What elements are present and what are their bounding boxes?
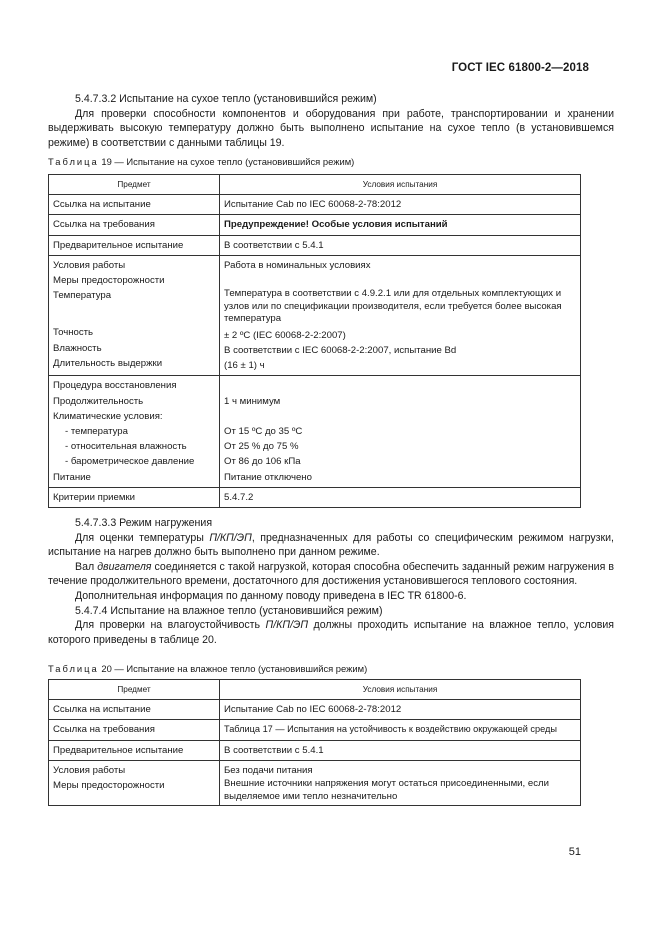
paragraph: Для проверки способности компонентов и оборудования при работе, транспортировании и хранении выдерживать высокую температуру должно быть выполнено испытание на сухое тепло (в установившемся режиме) в соответствии с данными таблицы 19. bbox=[48, 107, 614, 149]
table20-caption bbox=[48, 663, 367, 674]
table-row bbox=[49, 235, 581, 255]
cell-line: - относительная влажность bbox=[65, 441, 187, 453]
paragraph: Для проверки на влагоустойчивость П/КП/ЭП должны проходить испытание на влажное тепло, условия которого приведены в таблице 20. bbox=[48, 619, 614, 646]
cell-line: Температура в соответствии с 4.9.2.1 или для отдельных комплектующих и узлов или по спецификации производителя, если требуется более высокая температура bbox=[224, 288, 562, 325]
table-cell: Ссылка на требования bbox=[49, 215, 220, 235]
table-cell: Ссылка на испытание bbox=[49, 700, 220, 720]
table-cell: Критерии приемки bbox=[49, 487, 220, 507]
cell-line: Влажность bbox=[53, 342, 102, 354]
cell-line: - температура bbox=[65, 426, 128, 438]
section-title: 5.4.7.4 Испытание на влажное тепло (установившийся режим) bbox=[75, 604, 383, 617]
caption-prefix: Таблица bbox=[48, 663, 99, 674]
cell-line: Климатические условия: bbox=[53, 410, 163, 422]
cell-line: От 25 % до 75 % bbox=[224, 441, 299, 453]
section-title: 5.4.7.3.2 Испытание на сухое тепло (установившийся режим) bbox=[75, 93, 377, 105]
cell-line: Меры предосторожности bbox=[53, 275, 165, 287]
table-row bbox=[49, 720, 581, 740]
column-header: Предмет bbox=[49, 680, 220, 700]
paragraph: Дополнительная информация по данному поводу приведена в IEC TR 61800-6. bbox=[75, 589, 467, 602]
table-cell bbox=[220, 255, 581, 376]
table-row bbox=[49, 215, 581, 235]
table19-caption bbox=[48, 156, 354, 167]
table-row bbox=[49, 255, 581, 376]
cell-line: Точность bbox=[53, 327, 94, 339]
column-header: Предмет bbox=[49, 175, 220, 195]
document-header: ГОСТ IEC 61800-2—2018 bbox=[451, 62, 589, 74]
cell-line: Без подачи питания bbox=[224, 764, 313, 776]
table-cell: Ссылка на испытание bbox=[49, 195, 220, 215]
table-cell: Ссылка на требования bbox=[49, 720, 220, 740]
table-cell: В соответствии с 5.4.1 bbox=[220, 740, 581, 760]
cell-line: Меры предосторожности bbox=[53, 780, 165, 792]
section-title: 5.4.7.3.3 Режим нагружения bbox=[75, 517, 213, 529]
table-header-row bbox=[49, 175, 581, 195]
paragraph: Для оценки температуры П/КП/ЭП, предназначенных для работы со специфическим режимом нагрузки, испытание на нагрев должно быть выполнено при данном режиме. bbox=[48, 531, 614, 559]
column-header: Условия испытания bbox=[220, 175, 581, 195]
cell-line: Работа в номинальных условиях bbox=[224, 259, 371, 271]
cell-line: Питание bbox=[53, 471, 91, 483]
table-cell bbox=[220, 376, 581, 487]
cell-line: Температура bbox=[53, 290, 112, 302]
caption-prefix: Таблица bbox=[48, 156, 99, 167]
table-row bbox=[49, 740, 581, 760]
table-cell: Предупреждение! Особые условия испытаний bbox=[220, 215, 581, 235]
cell-line: От 15 ºС до 35 ºС bbox=[224, 426, 303, 438]
table-cell: Предварительное испытание bbox=[49, 740, 220, 760]
cell-line: Длительность выдержки bbox=[53, 357, 163, 369]
cell-line: В соответствии с IEC 60068-2-2:2007, испытание Bd bbox=[224, 345, 457, 356]
table-cell bbox=[49, 760, 220, 805]
cell-line: Условия работы bbox=[53, 764, 126, 776]
cell-line: Продолжительность bbox=[53, 395, 144, 407]
table-row bbox=[49, 487, 581, 507]
table-cell bbox=[49, 255, 220, 376]
table-19 bbox=[48, 174, 581, 508]
cell-line: Условия работы bbox=[53, 259, 126, 271]
section-5473-2 bbox=[48, 92, 614, 150]
cell-line: ± 2 ºС (IEC 60068-2-2:2007) bbox=[224, 329, 346, 341]
paragraph: Вал двигателя соединяется с такой нагрузкой, которая способна обеспечить заданный режим нагружения в течение продолжительного времени, достаточного для достижения установившегося теплового состояния. bbox=[48, 560, 614, 588]
table-row bbox=[49, 760, 581, 805]
table-cell bbox=[220, 760, 581, 805]
table-cell: Испытание Cab по IEC 60068-2-78:2012 bbox=[220, 700, 581, 720]
caption-text: 19 — Испытание на сухое тепло (установившийся режим) bbox=[101, 156, 355, 167]
column-header: Условия испытания bbox=[220, 680, 581, 700]
section-5473-3 bbox=[48, 516, 614, 647]
table-cell: Испытание Cab по IEC 60068-2-78:2012 bbox=[220, 195, 581, 215]
caption-text: 20 — Испытание на влажное тепло (установившийся режим) bbox=[101, 663, 368, 674]
table-row bbox=[49, 376, 581, 487]
cell-line: Процедура восстановления bbox=[53, 380, 177, 392]
cell-line: - барометрическое давление bbox=[65, 456, 195, 468]
cell-line: (16 ± 1) ч bbox=[224, 360, 265, 372]
table-row bbox=[49, 195, 581, 215]
cell-line: Внешние источники напряжения могут остаться присоединенными, если выделяемое ими тепло незначительно bbox=[224, 778, 549, 802]
table-cell: Предварительное испытание bbox=[49, 235, 220, 255]
cell-line: 1 ч минимум bbox=[224, 395, 281, 407]
table-cell: 5.4.7.2 bbox=[220, 487, 581, 507]
table-cell: В соответствии с 5.4.1 bbox=[220, 235, 581, 255]
table-row bbox=[49, 700, 581, 720]
cell-line: От 86 до 106 кПа bbox=[224, 456, 301, 468]
table-header-row bbox=[49, 680, 581, 700]
page-number: 51 bbox=[568, 846, 581, 858]
cell-line: Питание отключено bbox=[224, 471, 312, 483]
table-cell: Таблица 17 — Испытания на устойчивость к воздействию окружающей среды bbox=[220, 720, 581, 740]
table-cell bbox=[49, 376, 220, 487]
table-20 bbox=[48, 679, 581, 806]
